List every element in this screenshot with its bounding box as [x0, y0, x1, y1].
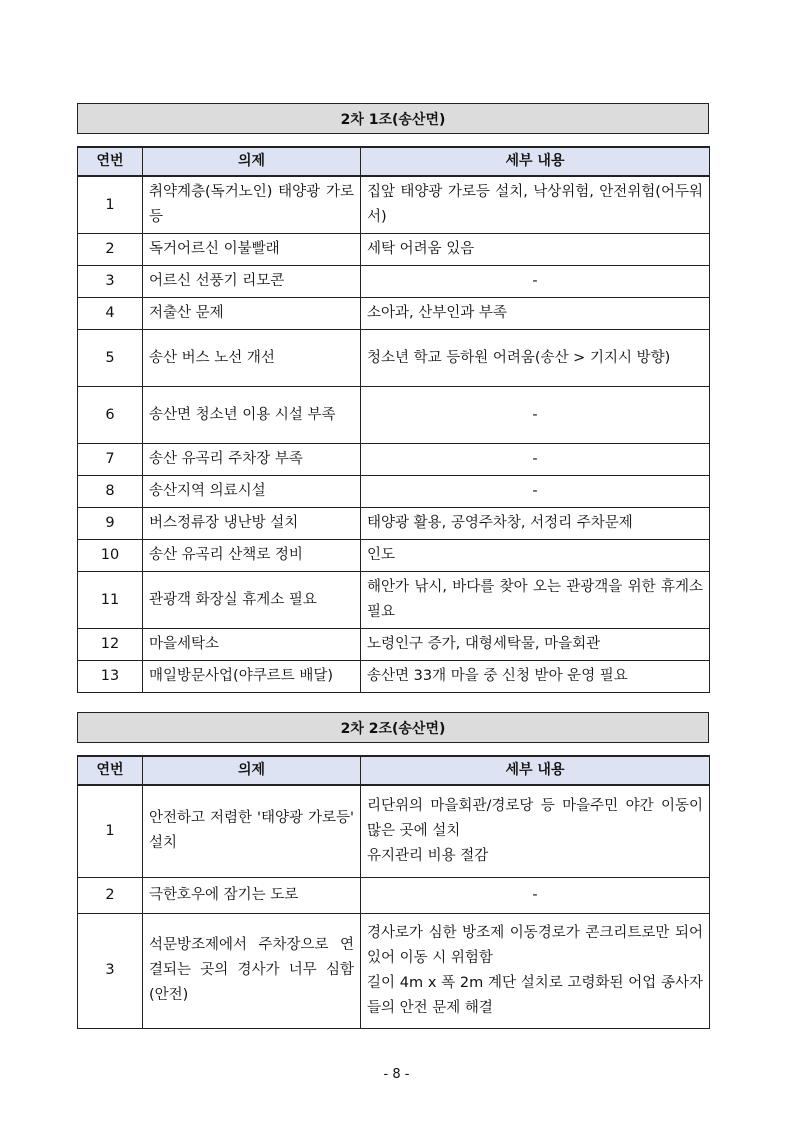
row-no: 13	[78, 661, 143, 693]
row-detail: 리단위의 마을회관/경로당 등 마을주민 야간 이동이 많은 곳에 설치 유지관리 비용 절감	[361, 785, 710, 877]
row-no: 11	[78, 572, 143, 629]
row-agenda: 석문방조제에서 주차장으로 연결되는 곳의 경사가 너무 심함(안전)	[143, 913, 361, 1028]
table-row	[78, 629, 710, 661]
row-detail: 노령인구 증가, 대형세탁물, 마을회관	[361, 629, 710, 661]
row-detail: 소아과, 산부인과 부족	[361, 298, 710, 330]
row-agenda: 마을세탁소	[143, 629, 361, 661]
header-agenda: 의제	[143, 147, 361, 176]
page-number: - 8 -	[383, 1067, 410, 1082]
table-row	[78, 661, 710, 693]
table-row	[78, 913, 710, 1028]
table-row	[78, 176, 710, 234]
row-detail: -	[361, 444, 710, 476]
row-no: 2	[78, 234, 143, 266]
row-no: 10	[78, 540, 143, 572]
table1-title: 2차 1조(송산면)	[77, 103, 709, 134]
table-header-row	[78, 147, 710, 176]
row-detail: -	[361, 387, 710, 444]
row-detail: 경사로가 심한 방조제 이동경로가 콘크리트로만 되어 있어 이동 시 위험함 길이 4m x 폭 2m 계단 설치로 고령화된 어업 종사자들의 안전 문제 해결	[361, 913, 710, 1028]
row-agenda: 송산면 청소년 이용 시설 부족	[143, 387, 361, 444]
row-agenda: 극한호우에 잠기는 도로	[143, 877, 361, 913]
row-no: 4	[78, 298, 143, 330]
row-no: 7	[78, 444, 143, 476]
header-no: 연번	[78, 147, 143, 176]
table-row	[78, 572, 710, 629]
table-row	[78, 266, 710, 298]
table-row	[78, 785, 710, 877]
row-no: 5	[78, 330, 143, 387]
row-agenda: 어르신 선풍기 리모콘	[143, 266, 361, 298]
row-agenda: 저출산 문제	[143, 298, 361, 330]
row-agenda: 송산 유곡리 산책로 정비	[143, 540, 361, 572]
row-agenda: 매일방문사업(야쿠르트 배달)	[143, 661, 361, 693]
row-no: 1	[78, 176, 143, 234]
table-header-row	[78, 756, 710, 785]
row-detail: -	[361, 266, 710, 298]
row-detail: 송산면 33개 마을 중 신청 받아 운영 필요	[361, 661, 710, 693]
row-no: 6	[78, 387, 143, 444]
header-agenda: 의제	[143, 756, 361, 785]
table-row	[78, 387, 710, 444]
row-no: 8	[78, 476, 143, 508]
header-detail: 세부 내용	[361, 756, 710, 785]
table2-title: 2차 2조(송산면)	[77, 712, 709, 743]
row-detail: 세탁 어려움 있음	[361, 234, 710, 266]
row-agenda: 독거어르신 이불빨래	[143, 234, 361, 266]
row-detail: 인도	[361, 540, 710, 572]
row-agenda: 안전하고 저렴한 '태양광 가로등' 설치	[143, 785, 361, 877]
table-row	[78, 330, 710, 387]
row-detail: 청소년 학교 등하원 어려움(송산 > 기지시 방향)	[361, 330, 710, 387]
table-row	[78, 508, 710, 540]
agenda-table-2	[77, 755, 710, 1029]
row-no: 3	[78, 266, 143, 298]
table-row	[78, 444, 710, 476]
row-no: 1	[78, 785, 143, 877]
row-no: 2	[78, 877, 143, 913]
row-no: 12	[78, 629, 143, 661]
row-no: 3	[78, 913, 143, 1028]
row-agenda: 관광객 화장실 휴게소 필요	[143, 572, 361, 629]
table-row	[78, 540, 710, 572]
row-detail: 태양광 활용, 공영주차창, 서정리 주차문제	[361, 508, 710, 540]
table-row	[78, 877, 710, 913]
table-row	[78, 476, 710, 508]
row-agenda: 송산 유곡리 주차장 부족	[143, 444, 361, 476]
row-agenda: 버스정류장 냉난방 설치	[143, 508, 361, 540]
row-agenda: 취약계층(독거노인) 태양광 가로등	[143, 176, 361, 234]
row-agenda: 송산지역 의료시설	[143, 476, 361, 508]
table-row	[78, 234, 710, 266]
agenda-table-1	[77, 146, 710, 693]
row-detail: -	[361, 877, 710, 913]
table-row	[78, 298, 710, 330]
header-detail: 세부 내용	[361, 147, 710, 176]
row-agenda: 송산 버스 노선 개선	[143, 330, 361, 387]
row-detail: -	[361, 476, 710, 508]
header-no: 연번	[78, 756, 143, 785]
row-detail: 집앞 태양광 가로등 설치, 낙상위험, 안전위험(어두워서)	[361, 176, 710, 234]
row-no: 9	[78, 508, 143, 540]
row-detail: 해안가 낚시, 바다를 찾아 오는 관광객을 위한 휴게소 필요	[361, 572, 710, 629]
